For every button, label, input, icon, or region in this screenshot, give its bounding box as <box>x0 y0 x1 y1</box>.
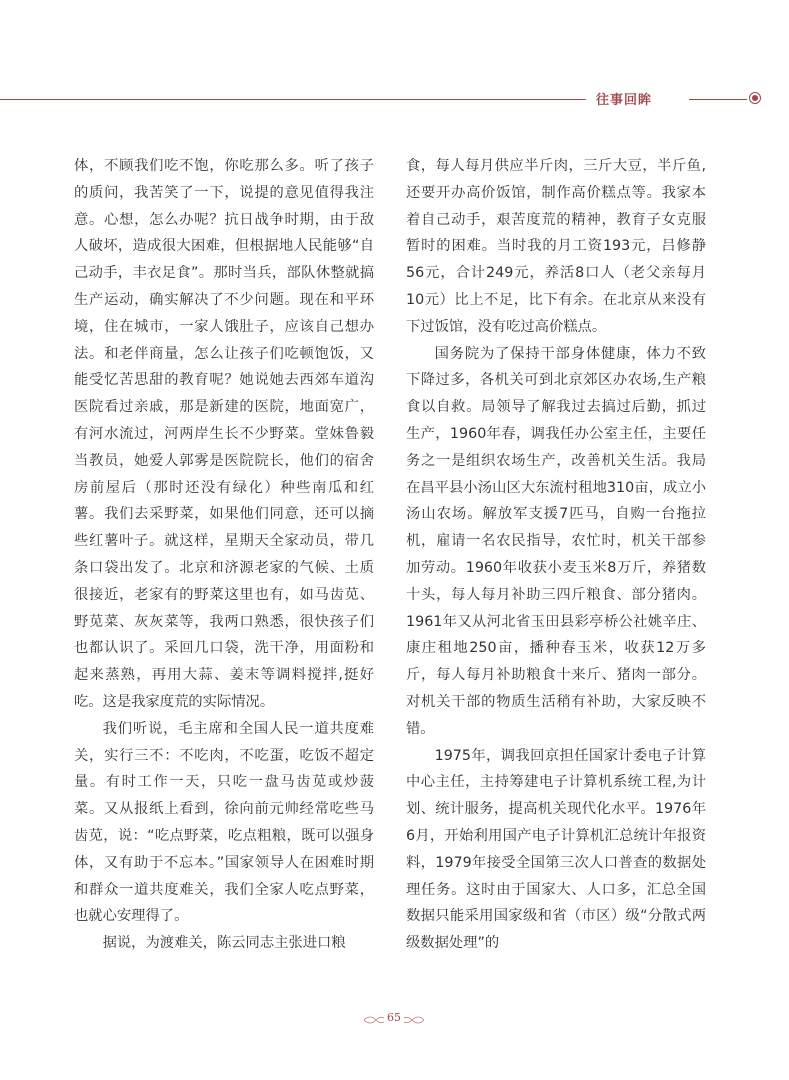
page-number: 65 <box>387 1011 401 1024</box>
paragraph: 国务院为了保持干部身体健康，体力不致下降过多，各机关可到北京郊区办农场,生产粮食以自救。局领导了解我过去搞过后勤，抓过生产，1960年春，调我任办公室主任，主要任务之一是组织农场生产，改善机关生活。我局在昌平县小汤山区大东流村租地310亩，成立小汤山农场。解放军支援7匹马，自购一台拖拉机，雇请一名农民指导，农忙时，机关干部参加劳动。1960年收获小麦玉米8万斤，养猪数十头，每人每月补助三四斤粮食、部分猪肉。1961年又从河北省玉田县彩亭桥公社姚辛庄、康庄租地250亩，播种春玉米，收获12万多斤，每人每月补助粮食十来斤、猪肉一部分。对机关干部的物质生活稍有补助，大家反映不错。 <box>406 345 706 737</box>
header-rule-right <box>689 99 747 100</box>
paragraph: 体，不顾我们吃不饱，你吃那么多。听了孩子的质问，我苦笑了一下，说提的意见值得我注意。心想，怎么办呢？抗日战争时期，由于敌人破坏，造成很大困难，但根据地人民能够“自己动手，丰衣足食”。那时当兵，部队休整就搞生产运动，确实解决了不少问题。现在和平环境，住在城市，一家人饿肚子，应该自己想办法。和老伴商量，怎么让孩子们吃顿饱饭，又能受忆苦思甜的教育呢？她说她去西郊车道沟医院看过亲戚，那是新建的医院，地面宽广，有河水流过，河两岸生长不少野菜。堂妹鲁毅当教员，她爱人郭雾是医院院长，他们的宿舍房前屋后（那时还没有绿化）种些南瓜和红薯。我们去采野菜，如果他们同意，还可以摘些红薯叶子。就这样，星期天全家动员，带几条口袋出发了。北京和济源老家的气候、土质很接近，老家有的野菜这里也有，如马齿苋、野苋菜、灰灰菜等，我两口熟悉，很快孩子们也都认识了。采回几口袋，洗干净，用面粉和起来蒸熟，再用大蒜、姜末等调料搅拌,挺好吃。这是我家度荒的实际情况。 <box>74 158 374 710</box>
left-text-column <box>74 153 374 957</box>
paragraph: 1975年，调我回京担任国家计委电子计算中心主任，主持筹建电子计算机系统工程,为计划、统计服务，提高机关现代化水平。1976年6月，开始利用国产电子计算机汇总统计年报资料，1979年接受全国第三次人口普查的数据处理任务。这时由于国家大、人口多，汇总全国数据只能采用国家级和省（市区）级“分散式两级数据处理”的 <box>406 747 706 952</box>
paragraph: 食，每人每月供应半斤肉，三斤大豆，半斤鱼,还要开办高价饭馆，制作高价糕点等。我家本着自己动手，艰苦度荒的精神，教育子女克服暂时的困难。当时我的月工资193元，吕修静56元，合计249元，养活8口人（老父亲每月10元）比上不足，比下有余。在北京从来没有下过饭馆，没有吃过高价糕点。 <box>406 158 706 335</box>
paragraph: 据说，为渡难关，陈云同志主张进口粮 <box>102 935 346 952</box>
page-header <box>0 88 789 112</box>
page-footer <box>0 1008 789 1032</box>
section-title: 往事回眸 <box>596 93 653 108</box>
target-dot-icon <box>752 95 758 101</box>
paragraph: 我们听说，毛主席和全国人民一道共度难关，实行三不：不吃肉，不吃蛋，吃饭不超定量。有时工作一天，只吃一盘马齿苋或炒菠菜。又从报纸上看到，徐向前元帅经常吃些马齿苋，说：“吃点野菜，吃点粗粮，既可以强身体，又有助于不忘本。”国家领导人在困难时期和群众一道共度难关，我们全家人吃点野菜，也就心安理得了。 <box>74 720 374 925</box>
right-text-column <box>406 153 706 957</box>
header-rule-left <box>0 99 586 100</box>
